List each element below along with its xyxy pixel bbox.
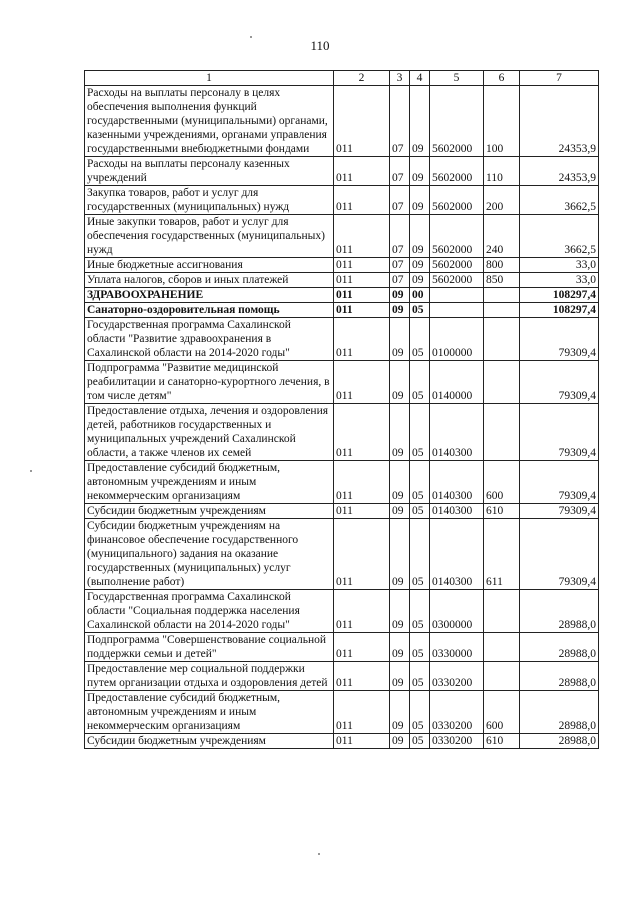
ministry-code-cell: 011 — [334, 519, 390, 590]
expense-type-cell: 800 — [484, 258, 520, 273]
target-code-cell: 0140300 — [430, 404, 484, 461]
target-code-cell: 5602000 — [430, 186, 484, 215]
page-number: 110 — [310, 38, 330, 53]
row-name-cell: Субсидии бюджетным учреждениям на финансовое обеспечение государственного (муниципального) задания на оказание государственных (муниципальных) услуг (выполнение работ) — [85, 519, 334, 590]
section-code-cell: 09 — [390, 504, 410, 519]
ministry-code-cell: 011 — [334, 662, 390, 691]
target-code-cell: 0100000 — [430, 318, 484, 361]
subsection-code-cell: 05 — [410, 461, 430, 504]
row-name-cell: Предоставление отдыха, лечения и оздоровления детей, работников государственных и муниципальных учреждений Сахалинской области, а также членов их семей — [85, 404, 334, 461]
subsection-code-cell: 05 — [410, 691, 430, 734]
table-row — [85, 318, 599, 361]
target-code-cell: 5602000 — [430, 215, 484, 258]
target-code-cell: 5602000 — [430, 86, 484, 157]
target-code-cell: 0300000 — [430, 590, 484, 633]
subsection-code-cell: 09 — [410, 215, 430, 258]
table-row — [85, 404, 599, 461]
section-code-cell: 07 — [390, 273, 410, 288]
target-code-cell: 0140300 — [430, 461, 484, 504]
expense-type-cell — [484, 662, 520, 691]
target-code-cell — [430, 303, 484, 318]
subsection-code-cell: 09 — [410, 273, 430, 288]
expense-type-cell — [484, 404, 520, 461]
expense-type-cell: 600 — [484, 691, 520, 734]
row-name-cell: Закупка товаров, работ и услуг для государственных (муниципальных) нужд — [85, 186, 334, 215]
amount-cell: 28988,0 — [520, 590, 599, 633]
section-code-cell: 09 — [390, 303, 410, 318]
table-row — [85, 590, 599, 633]
table-row — [85, 504, 599, 519]
amount-cell: 79309,4 — [520, 318, 599, 361]
amount-cell: 24353,9 — [520, 86, 599, 157]
target-code-cell: 0140300 — [430, 519, 484, 590]
ministry-code-cell: 011 — [334, 273, 390, 288]
row-name-cell: ЗДРАВООХРАНЕНИЕ — [85, 288, 334, 303]
table-row — [85, 258, 599, 273]
section-code-cell: 07 — [390, 86, 410, 157]
amount-cell: 79309,4 — [520, 504, 599, 519]
row-name-cell: Государственная программа Сахалинской области "Социальная поддержка населения Сахалинской области на 2014-2020 годы" — [85, 590, 334, 633]
section-code-cell: 09 — [390, 590, 410, 633]
amount-cell: 79309,4 — [520, 361, 599, 404]
expense-type-cell: 110 — [484, 157, 520, 186]
target-code-cell: 5602000 — [430, 157, 484, 186]
amount-cell: 28988,0 — [520, 734, 599, 749]
subsection-code-cell: 00 — [410, 288, 430, 303]
table-row — [85, 519, 599, 590]
row-name-cell: Предоставление субсидий бюджетным, автономным учреждениям и иным некоммерческим организациям — [85, 461, 334, 504]
target-code-cell — [430, 288, 484, 303]
expense-type-cell: 600 — [484, 461, 520, 504]
expense-type-cell: 240 — [484, 215, 520, 258]
subsection-code-cell: 05 — [410, 590, 430, 633]
expense-type-cell — [484, 361, 520, 404]
row-name-cell: Иные бюджетные ассигнования — [85, 258, 334, 273]
subsection-code-cell: 09 — [410, 186, 430, 215]
row-name-cell: Подпрограмма "Совершенствование социальной поддержки семьи и детей" — [85, 633, 334, 662]
row-name-cell: Уплата налогов, сборов и иных платежей — [85, 273, 334, 288]
expense-type-cell: 100 — [484, 86, 520, 157]
expense-type-cell: 610 — [484, 504, 520, 519]
amount-cell: 28988,0 — [520, 662, 599, 691]
row-name-cell: Расходы на выплаты персоналу казенных учреждений — [85, 157, 334, 186]
amount-cell: 28988,0 — [520, 633, 599, 662]
row-name-cell: Субсидии бюджетным учреждениям — [85, 504, 334, 519]
ministry-code-cell: 011 — [334, 318, 390, 361]
expense-type-cell — [484, 590, 520, 633]
subsection-code-cell: 05 — [410, 303, 430, 318]
ministry-code-cell: 011 — [334, 633, 390, 662]
amount-cell: 79309,4 — [520, 519, 599, 590]
section-code-cell: 09 — [390, 519, 410, 590]
ministry-code-cell: 011 — [334, 215, 390, 258]
amount-cell: 24353,9 — [520, 157, 599, 186]
section-code-cell: 09 — [390, 461, 410, 504]
subsection-code-cell: 05 — [410, 734, 430, 749]
section-code-cell: 09 — [390, 734, 410, 749]
target-code-cell: 0330200 — [430, 691, 484, 734]
table-row — [85, 361, 599, 404]
scan-speck — [318, 853, 320, 855]
subsection-code-cell: 05 — [410, 519, 430, 590]
table-row — [85, 273, 599, 288]
ministry-code-cell: 011 — [334, 86, 390, 157]
row-name-cell: Подпрограмма "Развитие медицинской реабилитации и санаторно-курортного лечения, в том числе детям" — [85, 361, 334, 404]
row-name-cell: Субсидии бюджетным учреждениям — [85, 734, 334, 749]
table-row — [85, 157, 599, 186]
ministry-code-cell: 011 — [334, 303, 390, 318]
header-cell: 3 — [390, 71, 410, 86]
table-row — [85, 691, 599, 734]
section-code-cell: 07 — [390, 215, 410, 258]
ministry-code-cell: 011 — [334, 404, 390, 461]
row-name-cell: Предоставление субсидий бюджетным, автономным учреждениям и иным некоммерческим организациям — [85, 691, 334, 734]
ministry-code-cell: 011 — [334, 461, 390, 504]
ministry-code-cell: 011 — [334, 157, 390, 186]
table-header-row — [85, 71, 599, 86]
target-code-cell: 0330000 — [430, 633, 484, 662]
ministry-code-cell: 011 — [334, 288, 390, 303]
row-name-cell: Иные закупки товаров, работ и услуг для обеспечения государственных (муниципальных) нужд — [85, 215, 334, 258]
section-code-cell: 09 — [390, 691, 410, 734]
target-code-cell: 0140300 — [430, 504, 484, 519]
row-name-cell: Санаторно-оздоровительная помощь — [85, 303, 334, 318]
expense-type-cell: 611 — [484, 519, 520, 590]
subsection-code-cell: 05 — [410, 404, 430, 461]
amount-cell: 28988,0 — [520, 691, 599, 734]
target-code-cell: 5602000 — [430, 258, 484, 273]
section-code-cell: 09 — [390, 361, 410, 404]
header-cell: 6 — [484, 71, 520, 86]
target-code-cell: 5602000 — [430, 273, 484, 288]
table-row — [85, 303, 599, 318]
subsection-code-cell: 05 — [410, 361, 430, 404]
table-row — [85, 633, 599, 662]
section-code-cell: 09 — [390, 318, 410, 361]
expense-type-cell — [484, 288, 520, 303]
scan-speck — [30, 470, 32, 472]
header-cell: 7 — [520, 71, 599, 86]
amount-cell: 108297,4 — [520, 288, 599, 303]
amount-cell: 79309,4 — [520, 404, 599, 461]
section-code-cell: 09 — [390, 404, 410, 461]
target-code-cell: 0330200 — [430, 662, 484, 691]
ministry-code-cell: 011 — [334, 691, 390, 734]
ministry-code-cell: 011 — [334, 590, 390, 633]
ministry-code-cell: 011 — [334, 186, 390, 215]
subsection-code-cell: 09 — [410, 258, 430, 273]
amount-cell: 33,0 — [520, 273, 599, 288]
expense-type-cell — [484, 318, 520, 361]
subsection-code-cell: 05 — [410, 633, 430, 662]
subsection-code-cell: 05 — [410, 504, 430, 519]
target-code-cell: 0330200 — [430, 734, 484, 749]
ministry-code-cell: 011 — [334, 734, 390, 749]
section-code-cell: 09 — [390, 288, 410, 303]
table-row — [85, 215, 599, 258]
row-name-cell: Государственная программа Сахалинской области "Развитие здравоохранения в Сахалинской области на 2014-2020 годы" — [85, 318, 334, 361]
section-code-cell: 07 — [390, 157, 410, 186]
table-row — [85, 734, 599, 749]
subsection-code-cell: 05 — [410, 662, 430, 691]
amount-cell: 79309,4 — [520, 461, 599, 504]
expense-type-cell: 850 — [484, 273, 520, 288]
section-code-cell: 09 — [390, 662, 410, 691]
expense-type-cell: 200 — [484, 186, 520, 215]
scan-speck — [250, 36, 252, 38]
ministry-code-cell: 011 — [334, 361, 390, 404]
row-name-cell: Предоставление мер социальной поддержки путем организации отдыха и оздоровления детей — [85, 662, 334, 691]
budget-table — [84, 70, 599, 749]
ministry-code-cell: 011 — [334, 504, 390, 519]
expense-type-cell — [484, 303, 520, 318]
amount-cell: 108297,4 — [520, 303, 599, 318]
expense-type-cell — [484, 633, 520, 662]
header-cell: 5 — [430, 71, 484, 86]
amount-cell: 33,0 — [520, 258, 599, 273]
table-row — [85, 186, 599, 215]
section-code-cell: 07 — [390, 258, 410, 273]
subsection-code-cell: 09 — [410, 157, 430, 186]
amount-cell: 3662,5 — [520, 215, 599, 258]
expense-type-cell: 610 — [484, 734, 520, 749]
row-name-cell: Расходы на выплаты персоналу в целях обеспечения выполнения функций государственными (муниципальными) органами, казенными учреждениями, органами управления государственными внебюджетными фондами — [85, 86, 334, 157]
table-row — [85, 662, 599, 691]
table-row — [85, 461, 599, 504]
header-cell: 1 — [85, 71, 334, 86]
section-code-cell: 09 — [390, 633, 410, 662]
subsection-code-cell: 09 — [410, 86, 430, 157]
header-cell: 2 — [334, 71, 390, 86]
amount-cell: 3662,5 — [520, 186, 599, 215]
table-row — [85, 288, 599, 303]
ministry-code-cell: 011 — [334, 258, 390, 273]
table-row — [85, 86, 599, 157]
header-cell: 4 — [410, 71, 430, 86]
target-code-cell: 0140000 — [430, 361, 484, 404]
section-code-cell: 07 — [390, 186, 410, 215]
subsection-code-cell: 05 — [410, 318, 430, 361]
